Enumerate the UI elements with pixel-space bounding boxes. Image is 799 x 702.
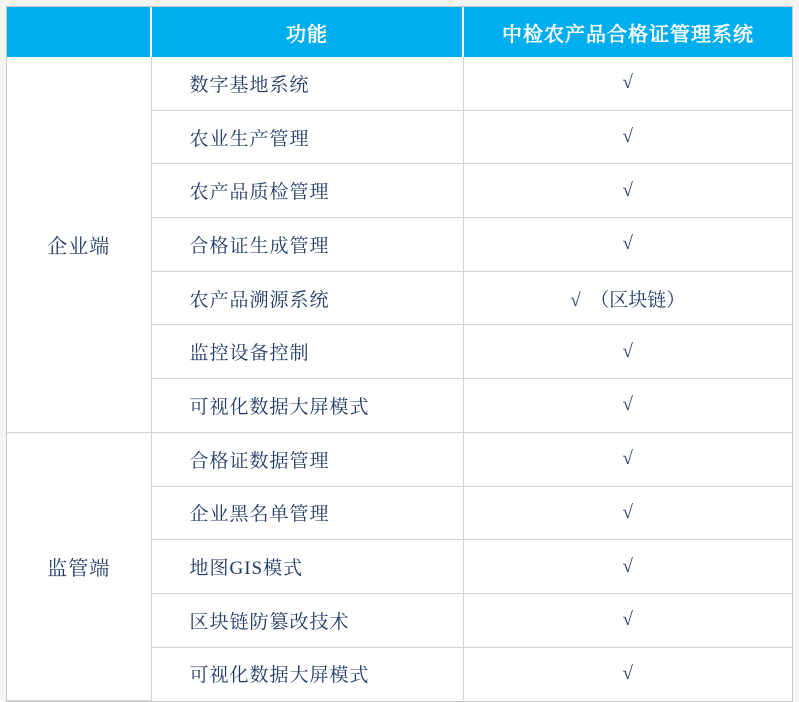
- feature-cell: 可视化数据大屏模式: [151, 379, 463, 433]
- support-cell: √: [463, 164, 792, 218]
- feature-cell: 可视化数据大屏模式: [151, 647, 463, 700]
- feature-cell: 农产品质检管理: [151, 164, 463, 218]
- comparison-table-container: [6, 6, 793, 702]
- header-row: [7, 7, 792, 57]
- table-row: [7, 432, 792, 486]
- feature-comparison-table: [7, 7, 792, 701]
- feature-cell: 监控设备控制: [151, 325, 463, 379]
- feature-cell: 合格证数据管理: [151, 432, 463, 486]
- feature-cell: 数字基地系统: [151, 57, 463, 110]
- support-cell: √ （区块链）: [463, 271, 792, 325]
- header-cell-group: [7, 7, 151, 57]
- support-cell: √: [463, 647, 792, 700]
- header-cell-system: 中检农产品合格证管理系统: [463, 7, 792, 57]
- feature-cell: 合格证生成管理: [151, 218, 463, 272]
- support-cell: √: [463, 57, 792, 110]
- support-cell: √: [463, 432, 792, 486]
- header-cell-feature: 功能: [151, 7, 463, 57]
- table-body: [7, 57, 792, 700]
- table-row: [7, 57, 792, 110]
- support-cell: √: [463, 540, 792, 594]
- feature-cell: 地图GIS模式: [151, 540, 463, 594]
- group-cell-regulator: 监管端: [7, 432, 151, 700]
- feature-cell: 企业黑名单管理: [151, 486, 463, 540]
- support-cell: √: [463, 379, 792, 433]
- support-cell: √: [463, 110, 792, 164]
- feature-cell: 区块链防篡改技术: [151, 593, 463, 647]
- support-cell: √: [463, 325, 792, 379]
- group-cell-enterprise: 企业端: [7, 57, 151, 432]
- support-cell: √: [463, 486, 792, 540]
- support-cell: √: [463, 218, 792, 272]
- support-cell: √: [463, 593, 792, 647]
- feature-cell: 农业生产管理: [151, 110, 463, 164]
- table-header: [7, 7, 792, 57]
- feature-cell: 农产品溯源系统: [151, 271, 463, 325]
